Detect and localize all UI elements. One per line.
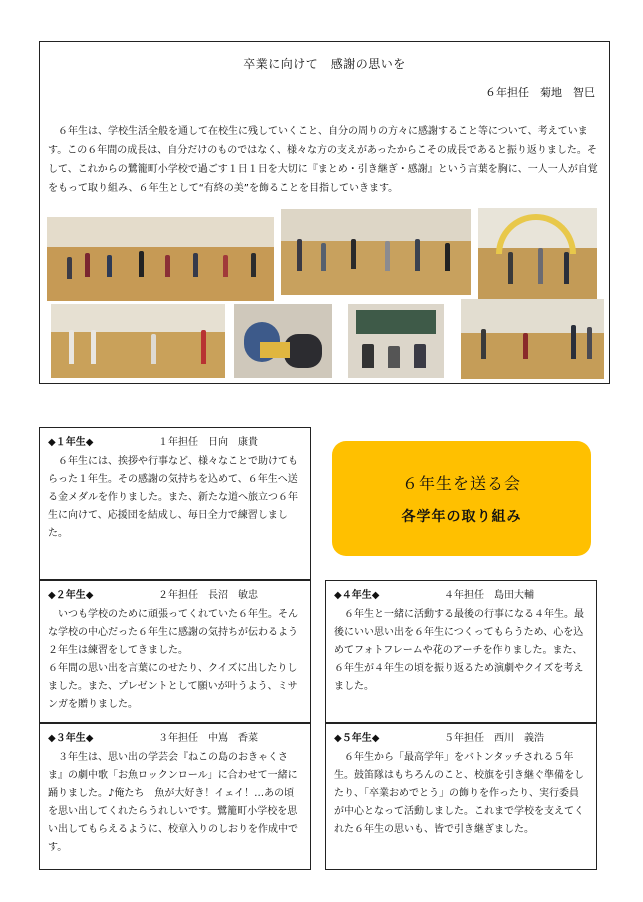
section-grade: ◆１年生◆ — [48, 437, 94, 448]
farewell-event-badge — [332, 441, 591, 556]
photo-crafting — [234, 304, 332, 378]
graduation-article — [39, 41, 610, 384]
photo-gym-program — [461, 299, 604, 379]
section-teacher: ３年担任 中嶌 香菜 — [158, 733, 258, 744]
section-teacher: １年担任 日向 康貴 — [158, 437, 258, 448]
photo-accordion-practice — [47, 217, 274, 301]
badge-title: ６年生を送る会 — [401, 474, 521, 493]
badge-subtitle: 各学年の取り組み — [401, 509, 522, 525]
article-title: 卒業に向けて 感謝の思いを — [243, 57, 406, 71]
grade1-section — [39, 427, 311, 580]
photo-cheer-squad — [51, 304, 225, 378]
section-body: ６年生と一緒に活動する最後の行事になる４年生。最後にいい思い出を６年生につくってもらうため、心を込めてフォトフレームや花のアーチを作りました。また、６年生が４年生の頃を振り返るため演劇やクイズを考えました。 — [334, 609, 584, 692]
article-author: ６年担任 菊地 智巳 — [485, 86, 595, 99]
section-body: いつも学校のために頑張ってくれていた６年生。そんな学校の中心だった６年生に感謝の気持ちが伝わるよう２年生は練習をしてきました。 ６年間の思い出を言葉にのせたり、クイズに出したりしました。また、プレゼントとして願いが叶うよう、ミサンガを贈りました。 — [48, 609, 298, 710]
section-grade: ◆４年生◆ — [334, 590, 380, 601]
grade4-section — [325, 580, 597, 723]
photo-balloon-arch — [478, 208, 597, 301]
section-teacher: ４年担任 島田大輔 — [444, 590, 534, 601]
grade3-section — [39, 723, 311, 870]
section-grade: ◆５年生◆ — [334, 733, 380, 744]
grade5-section — [325, 723, 597, 870]
photo-group-circle — [281, 209, 471, 295]
section-body: ６年生から「最高学年」をバトンタッチされる５年生。鼓笛隊はもちろんのこと、校旗を引き継ぐ準備をしたり、「卒業おめでとう」の飾りを作ったり、実行委員が中心となって活動しました。これまで学校を支えてくれた６年生の思いも、皆で引き継ぎました。 — [334, 752, 584, 835]
article-body: ６年生は、学校生活全般を通して在校生に残していくこと、自分の周りの方々に感謝すること等について、考えています。この６年間の成長は、自分だけのものではなく、様々な方の支えがあったからこその成長であると振り返りました。そして、これからの鷺籠町小学校で過ごす１日１日を大切に『まとめ・引き継ぎ・感謝』という言葉を胸に、一人一人が自覚をもって取り組み、６年生として“有終の美”を飾ることを目指していきます。 — [48, 126, 598, 194]
grade2-section — [39, 580, 311, 723]
photo-classroom — [348, 304, 444, 378]
section-body: ３年生は、思い出の学芸会『ねこの島のおきゃくさま』の劇中歌「お魚ロックンロール」に合わせて一緒に踊りました。♪俺たち 魚が大好き！イェイ！…あの頃を思い出してくれたらうれしいです。鷺籠町小学校を思い出してもらえるように、校章入りのしおりを作成中です。 — [48, 752, 298, 853]
section-teacher: ５年担任 西川 義浩 — [444, 733, 544, 744]
section-grade: ◆２年生◆ — [48, 590, 94, 601]
section-body: ６年生には、挨拶や行事など、様々なことで助けてもらった１年生。その感謝の気持ちを込めて、６年生へ送る金メダルを作りました。また、新たな道へ旅立つ６年生に向けて、応援団を結成し、毎日全力で練習しました。 — [48, 456, 298, 539]
section-teacher: ２年担任 長沼 敏忠 — [158, 590, 258, 601]
section-grade: ◆３年生◆ — [48, 733, 94, 744]
